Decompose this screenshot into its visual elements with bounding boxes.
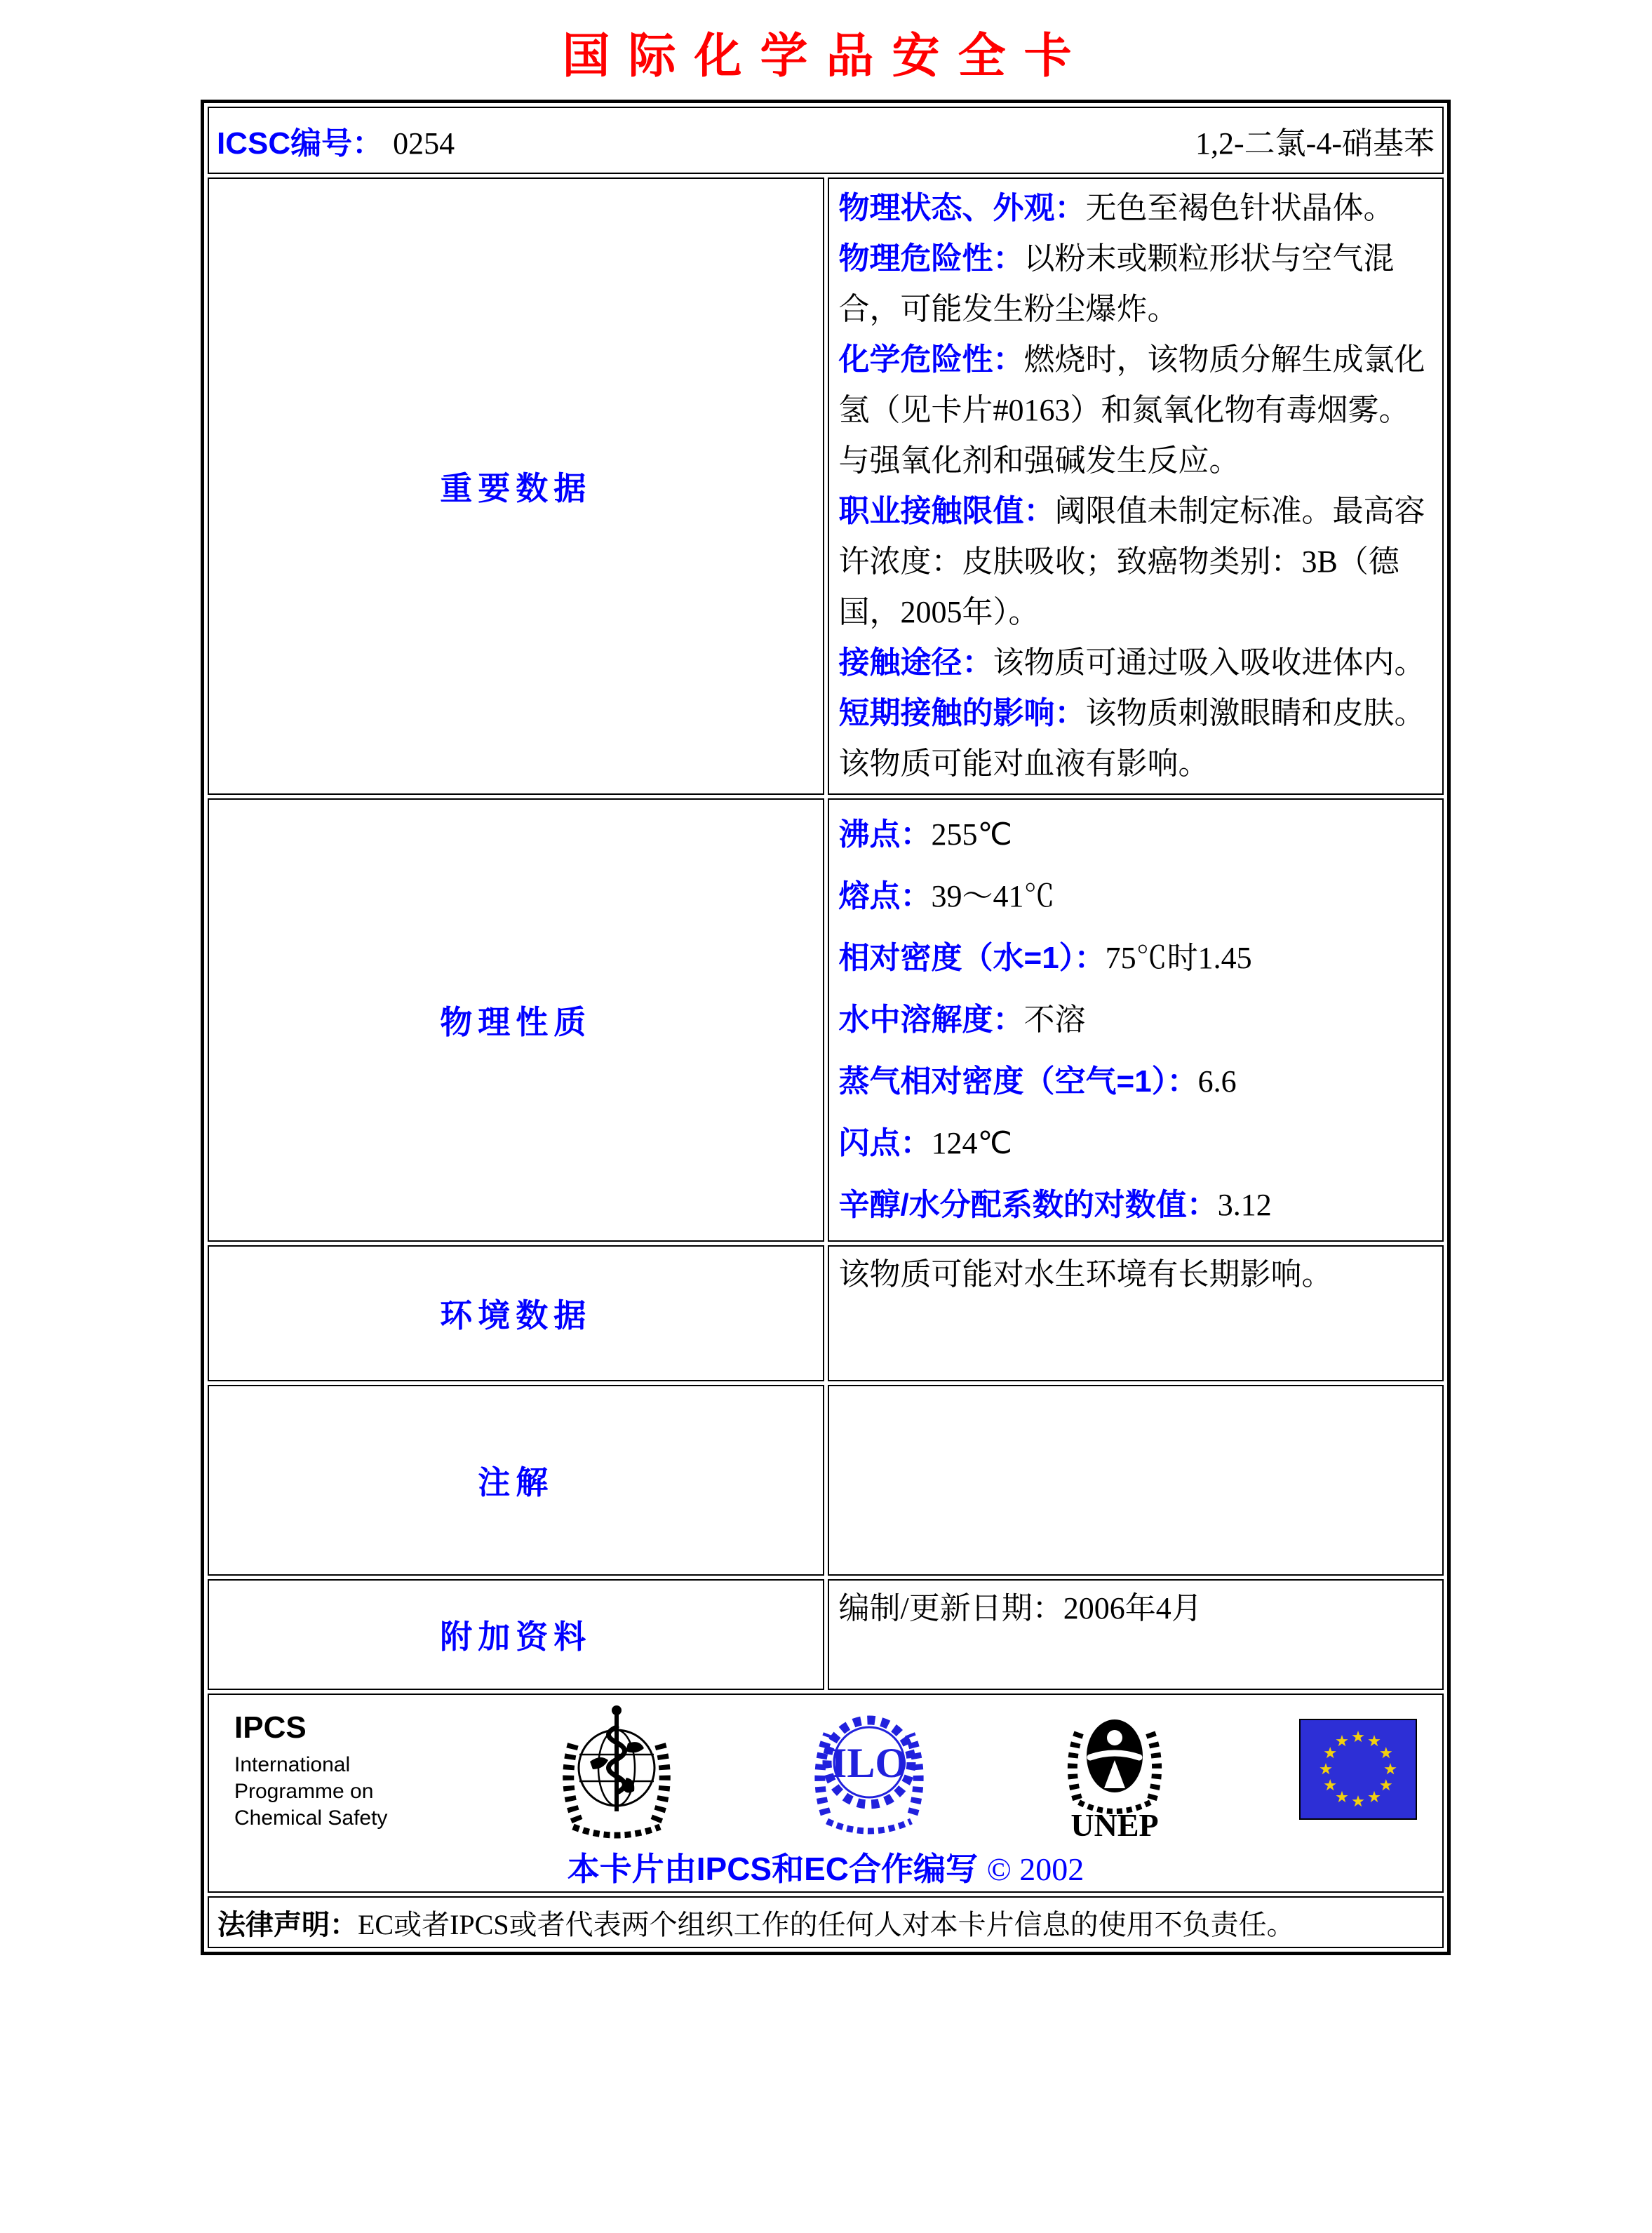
- section-label-notes: 注解: [208, 1385, 824, 1576]
- footer-logos-cell: [208, 1694, 1444, 1893]
- icsc-number-label: ICSC编号：: [217, 126, 384, 161]
- important-item: 接触途径：该物质可通过吸入吸收进体内。: [838, 645, 1425, 680]
- physical-item: 辛醇/水分配系数的对数值：3.12: [838, 1188, 1272, 1222]
- physical-item: 蒸气相对密度（空气=1）：6.6: [838, 1064, 1237, 1099]
- environment-text: 该物质可能对水生环境有长期影响。: [838, 1257, 1333, 1292]
- important-item: 职业接触限值：阈限值未制定标准。最高容许浓度：皮肤吸收；致癌物类别：3B（德国，2005年）。: [838, 494, 1425, 629]
- legal-statement-cell: [208, 1896, 1444, 1948]
- physical-item: 沸点：255℃: [838, 817, 1012, 852]
- icsc-number-value: 0254: [393, 126, 455, 161]
- who-emblem-icon: [556, 1696, 677, 1846]
- section-content-additional-information: [828, 1579, 1444, 1690]
- additional-date-line: 编制/更新日期：2006年4月: [838, 1591, 1202, 1625]
- unep-emblem-icon: [1062, 1696, 1167, 1846]
- section-content-physical-properties: [828, 798, 1444, 1242]
- ipcs-text-block: IPCS International Programme on Chemical Safety: [234, 1710, 424, 1832]
- page-title: 国际化学品安全卡: [562, 28, 1090, 84]
- section-content-important-data: [828, 177, 1444, 795]
- svg-text:UNEP: UNEP: [1070, 1806, 1159, 1843]
- section-label-physical-properties: 物理性质: [208, 798, 824, 1242]
- copyright: © 2002: [986, 1851, 1084, 1887]
- important-item: 物理状态、外观：无色至褐色针状晶体。: [838, 191, 1395, 225]
- svg-text:ILO: ILO: [830, 1739, 908, 1786]
- section-content-environmental-data: [828, 1245, 1444, 1381]
- card-header-cell: [208, 107, 1444, 174]
- important-item: 物理危险性：以粉末或颗粒形状与空气混合，可能发生粉尘爆炸。: [838, 241, 1395, 326]
- important-item: 短期接触的影响：该物质刺激眼睛和皮肤。该物质可能对血液有影响。: [838, 696, 1425, 781]
- footer-logos-row: [216, 1699, 1435, 1842]
- section-label-environmental-data: 环境数据: [208, 1245, 824, 1381]
- ipcs-title: IPCS: [234, 1710, 307, 1745]
- physical-item: 水中溶解度：不溶: [838, 1002, 1086, 1037]
- physical-item: 相对密度（水=1）：75℃时1.45: [838, 941, 1252, 975]
- legal-label: 法律声明：: [217, 1909, 358, 1940]
- section-label-additional-information: 附加资料: [208, 1579, 824, 1690]
- section-label-important-data: 重要数据: [208, 177, 824, 795]
- icsc-number: [217, 118, 455, 163]
- icsc-card-table: [201, 100, 1451, 1955]
- credit-line: 本卡片由IPCS和EC合作编写 © 2002: [567, 1851, 1084, 1887]
- physical-item: 熔点：39～41℃: [838, 879, 1055, 913]
- ilo-emblem-icon: [809, 1695, 929, 1847]
- chemical-name: 1,2-二氯-4-硝基苯: [1195, 126, 1435, 161]
- eu-flag-icon: [1299, 1719, 1417, 1823]
- section-content-notes: [828, 1385, 1444, 1576]
- legal-text: EC或者IPCS或者代表两个组织工作的任何人对本卡片信息的使用不负责任。: [358, 1908, 1295, 1940]
- physical-item: 闪点：124℃: [838, 1126, 1012, 1160]
- important-item: 化学危险性：燃烧时，该物质分解生成氯化氢（见卡片#0163）和氮氧化物有毒烟雾。与强氧化剂和强碱发生反应。: [838, 342, 1425, 478]
